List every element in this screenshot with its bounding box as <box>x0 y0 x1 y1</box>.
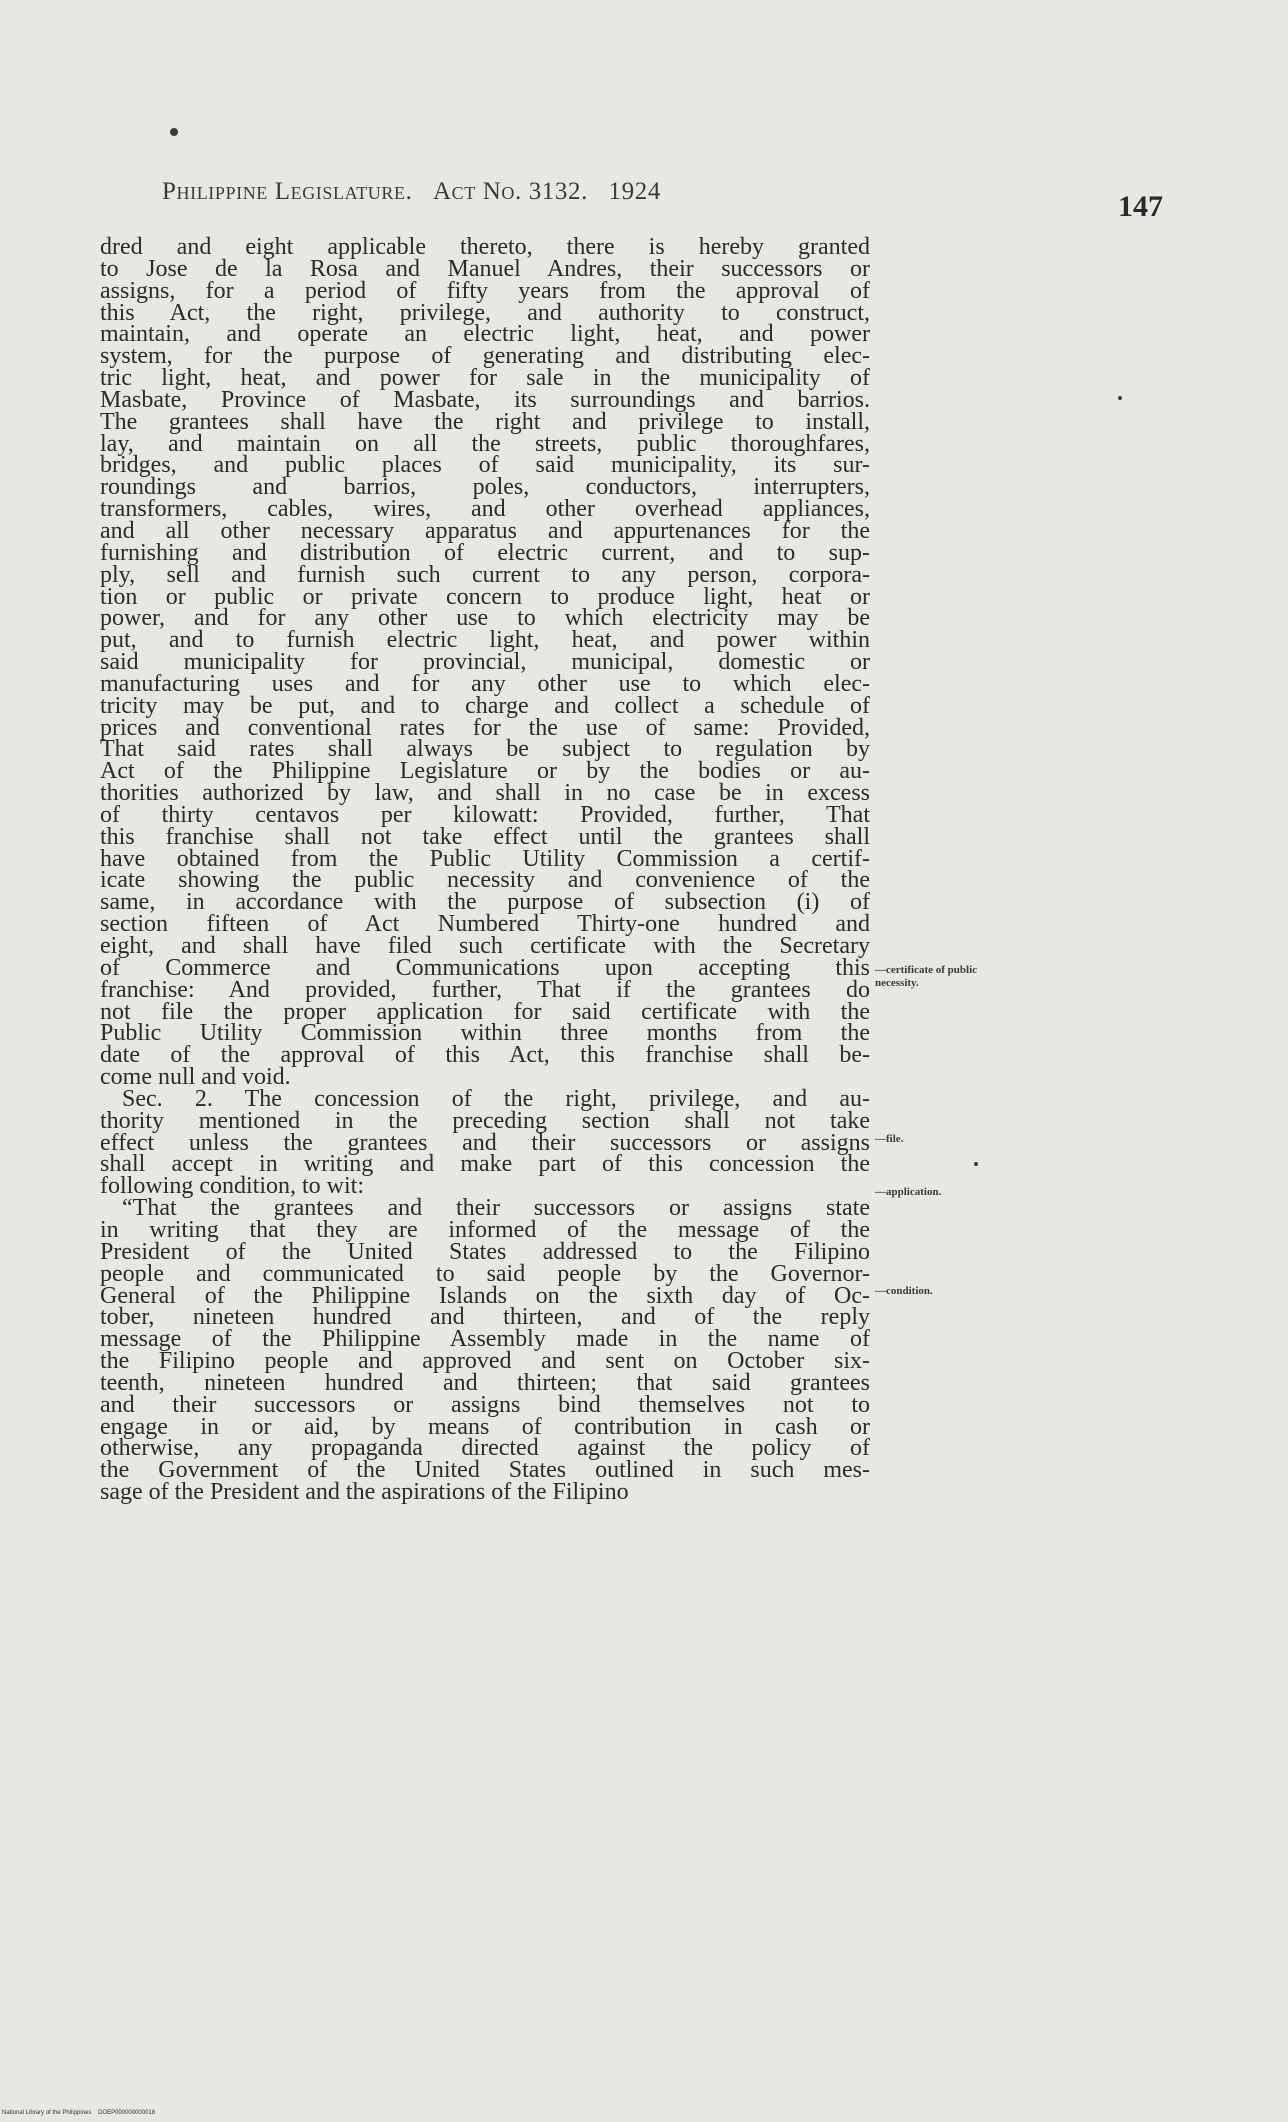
body-line: Public Utility Commission within three months from the <box>100 1020 870 1047</box>
act-year: 1924 <box>608 178 661 205</box>
body-line: tober, nineteen hundred and thirteen, and of the reply <box>100 1304 870 1331</box>
act-number: Act No. 3132. <box>433 178 588 205</box>
body-line: assigns, for a period of fifty years from the approval of <box>100 277 870 304</box>
footer-source: National Library of the Philippines <box>2 2110 92 2116</box>
body-line: bridges, and public places of said municipality, its sur- <box>100 452 870 479</box>
body-line: franchise: And provided, further, That if the grantees do <box>100 976 870 1003</box>
body-line: Sec. 2. The concession of the right, privilege, and au- <box>122 1085 870 1112</box>
body-line: Masbate, Province of Masbate, its surroundings and barrios. <box>100 386 870 413</box>
margin-note-condition: —condition. <box>875 1285 933 1297</box>
print-speck <box>974 1162 978 1166</box>
body-line: manufacturing uses and for any other use to which elec- <box>100 670 870 697</box>
body-line: transformers, cables, wires, and other overhead appliances, <box>100 496 870 523</box>
body-line: system, for the purpose of generating and distributing elec- <box>100 343 870 370</box>
margin-note-certificate-line-2: necessity. <box>875 977 919 989</box>
body-line: said municipality for provincial, municipal, domestic or <box>100 649 870 676</box>
body-line: the Filipino people and approved and sent on October six- <box>100 1348 870 1375</box>
margin-note-certificate <box>875 964 977 990</box>
body-line: thorities authorized by law, and shall in no case be in excess <box>100 780 870 807</box>
body-line: and their successors or assigns bind themselves not to <box>100 1391 870 1418</box>
body-line: not file the proper application for said certificate with the <box>100 998 870 1025</box>
body-line: otherwise, any propaganda directed against the policy of <box>100 1435 870 1462</box>
body-line: icate showing the public necessity and convenience of the <box>100 867 870 894</box>
body-line: come null and void. <box>100 1064 291 1091</box>
body-line: That said rates shall always be subject to regulation by <box>100 736 870 763</box>
body-line: sage of the President and the aspirations of the Filipino <box>100 1479 629 1506</box>
body-line: lay, and maintain on all the streets, public thoroughfares, <box>100 430 870 457</box>
body-line: The grantees shall have the right and privilege to install, <box>100 408 870 435</box>
body-line: engage in or aid, by means of contribution in cash or <box>100 1413 870 1440</box>
body-line: in writing that they are informed of the message of the <box>100 1216 870 1243</box>
body-line: roundings and barrios, poles, conductors, interrupters, <box>100 474 870 501</box>
margin-note-application: —application. <box>875 1186 942 1198</box>
body-line: General of the Philippine Islands on the sixth day of Oc- <box>100 1282 870 1309</box>
body-line: put, and to furnish electric light, heat, and power within <box>100 627 870 654</box>
body-line: maintain, and operate an electric light, heat, and power <box>100 321 870 348</box>
body-line: of thirty centavos per kilowatt: Provided, further, That <box>100 801 870 828</box>
body-line: this Act, the right, privilege, and authority to construct, <box>100 299 870 326</box>
body-line: section fifteen of Act Numbered Thirty-one hundred and <box>100 911 870 938</box>
body-line: thority mentioned in the preceding section shall not take <box>100 1107 870 1134</box>
print-speck <box>1118 396 1122 400</box>
body-line: tricity may be put, and to charge and collect a schedule of <box>100 692 870 719</box>
body-line: people and communicated to said people by the Governor- <box>100 1260 870 1287</box>
body-line: message of the Philippine Assembly made in the name of <box>100 1326 870 1353</box>
body-line: have obtained from the Public Utility Commission a certif- <box>100 845 870 872</box>
running-header <box>162 178 661 206</box>
running-head-title: Philippine Legislature. <box>162 178 413 205</box>
body-line: following condition, to wit: <box>100 1173 364 1200</box>
body-line: tion or public or private concern to produce light, heat or <box>100 583 870 610</box>
body-line: prices and conventional rates for the use of same: Provided, <box>100 714 870 741</box>
body-line: date of the approval of this Act, this franchise shall be- <box>100 1042 870 1069</box>
body-line: eight, and shall have filed such certificate with the Secretary <box>100 933 870 959</box>
body-line: tric light, heat, and power for sale in the municipality of <box>100 365 870 392</box>
body-line: the Government of the United States outlined in such mes- <box>100 1457 870 1484</box>
margin-note-certificate-line-1: —certificate of public <box>875 964 978 976</box>
body-text <box>100 234 870 1506</box>
body-line: ply, sell and furnish such current to any person, corpora- <box>100 561 870 588</box>
body-line: President of the United States addressed to the Filipino <box>100 1238 870 1265</box>
body-line: to Jose de la Rosa and Manuel Andres, their successors or <box>100 255 870 282</box>
body-line: and all other necessary apparatus and appurtenances for the <box>100 517 870 544</box>
print-speck <box>170 128 178 136</box>
body-line: dred and eight applicable thereto, there is hereby granted <box>100 234 870 260</box>
body-line: of Commerce and Communications upon accepting this <box>100 954 870 981</box>
body-line: teenth, nineteen hundred and thirteen; that said grantees <box>100 1369 870 1396</box>
footer-id: DOEP000000000018 <box>98 2110 156 2116</box>
scan-footer <box>2 2110 155 2116</box>
page-number: 147 <box>1118 190 1163 223</box>
body-line: furnishing and distribution of electric current, and to sup- <box>100 539 870 566</box>
body-line: “That the grantees and their successors or assigns state <box>122 1195 870 1222</box>
body-line: Act of the Philippine Legislature or by the bodies or au- <box>100 758 870 785</box>
body-line: this franchise shall not take effect until the grantees shall <box>100 823 870 850</box>
margin-note-file: —file. <box>875 1133 904 1145</box>
body-line: power, and for any other use to which electricity may be <box>100 605 870 632</box>
body-line: shall accept in writing and make part of this concession the <box>100 1151 870 1178</box>
body-line: same, in accordance with the purpose of subsection (i) of <box>100 889 870 916</box>
body-line: effect unless the grantees and their successors or assigns <box>100 1129 870 1156</box>
